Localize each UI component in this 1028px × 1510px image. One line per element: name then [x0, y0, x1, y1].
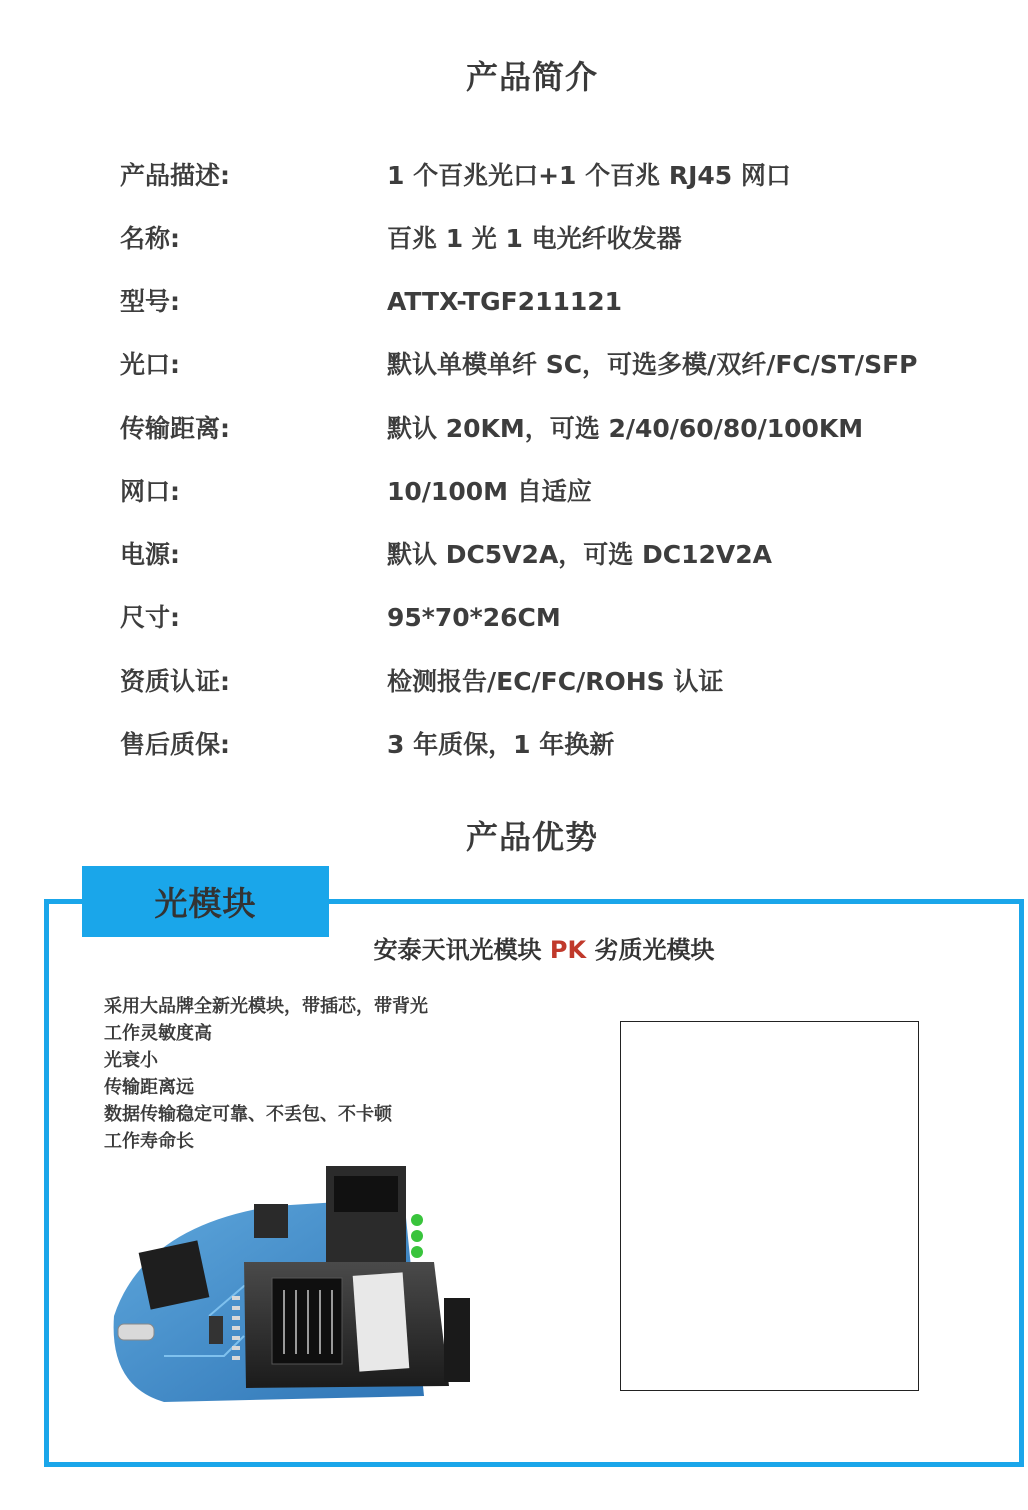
- spec-row-optical-port: [120, 345, 1000, 385]
- spec-label: 网口:: [120, 477, 180, 506]
- intro-section-title: 产品简介: [465, 58, 598, 96]
- spec-value: 默认 DC5V2A，可选 DC12V2A: [387, 540, 772, 569]
- spec-value: 百兆 1 光 1 电光纤收发器: [387, 224, 682, 253]
- spec-label: 传输距离:: [120, 414, 230, 443]
- pk-heading-left: 安泰天讯光模块: [373, 936, 550, 964]
- pk-heading: [0, 930, 1028, 965]
- spec-label: 光口:: [120, 350, 180, 379]
- spec-row-model: [120, 282, 1000, 322]
- feature-item: 数据传输稳定可靠、不丢包、不卡顿: [104, 1104, 392, 1125]
- spec-value: 默认 20KM，可选 2/40/60/80/100KM: [387, 414, 864, 443]
- spec-label: 产品描述:: [120, 161, 230, 190]
- spec-value: 1 个百兆光口+1 个百兆 RJ45 网口: [387, 161, 791, 190]
- feature-list: [104, 993, 428, 1155]
- spec-value: 3 年质保，1 年换新: [387, 730, 615, 759]
- spec-row-power: [120, 535, 1000, 575]
- spec-label: 售后质保:: [120, 730, 230, 759]
- spec-row-network-port: [120, 472, 1000, 512]
- spec-row-description: [120, 156, 1000, 196]
- spec-value: 检测报告/EC/FC/ROHS 认证: [387, 667, 724, 696]
- spec-label: 尺寸:: [120, 603, 180, 632]
- advantages-section-title: 产品优势: [465, 818, 598, 856]
- optical-module-tab: 光模块: [82, 866, 329, 937]
- spec-label: 型号:: [120, 287, 180, 316]
- spec-row-distance: [120, 409, 1000, 449]
- spec-row-warranty: [120, 725, 1000, 765]
- feature-item: 传输距离远: [104, 1077, 194, 1098]
- spec-value: 95*70*26CM: [387, 603, 561, 632]
- feature-item: 采用大品牌全新光模块，带插芯，带背光: [104, 996, 428, 1017]
- spec-value: 默认单模单纤 SC，可选多模/双纤/FC/ST/SFP: [387, 350, 918, 379]
- spec-value: 10/100M 自适应: [387, 477, 592, 506]
- spec-value: ATTX-TGF211121: [387, 287, 623, 316]
- inferior-module-image-frame: [620, 1021, 919, 1391]
- feature-item: 光衰小: [104, 1050, 158, 1071]
- spec-row-certification: [120, 662, 1000, 702]
- spec-label: 资质认证:: [120, 667, 230, 696]
- spec-label: 名称:: [120, 224, 180, 253]
- feature-item: 工作寿命长: [104, 1131, 194, 1152]
- feature-item: 工作灵敏度高: [104, 1023, 212, 1044]
- spec-row-name: [120, 219, 1000, 259]
- pk-heading-pk: PK: [549, 936, 587, 964]
- spec-row-size: [120, 598, 1000, 638]
- optical-module-photo: [104, 1166, 484, 1410]
- spec-label: 电源:: [120, 540, 180, 569]
- pk-heading-right: 劣质光模块: [586, 936, 715, 964]
